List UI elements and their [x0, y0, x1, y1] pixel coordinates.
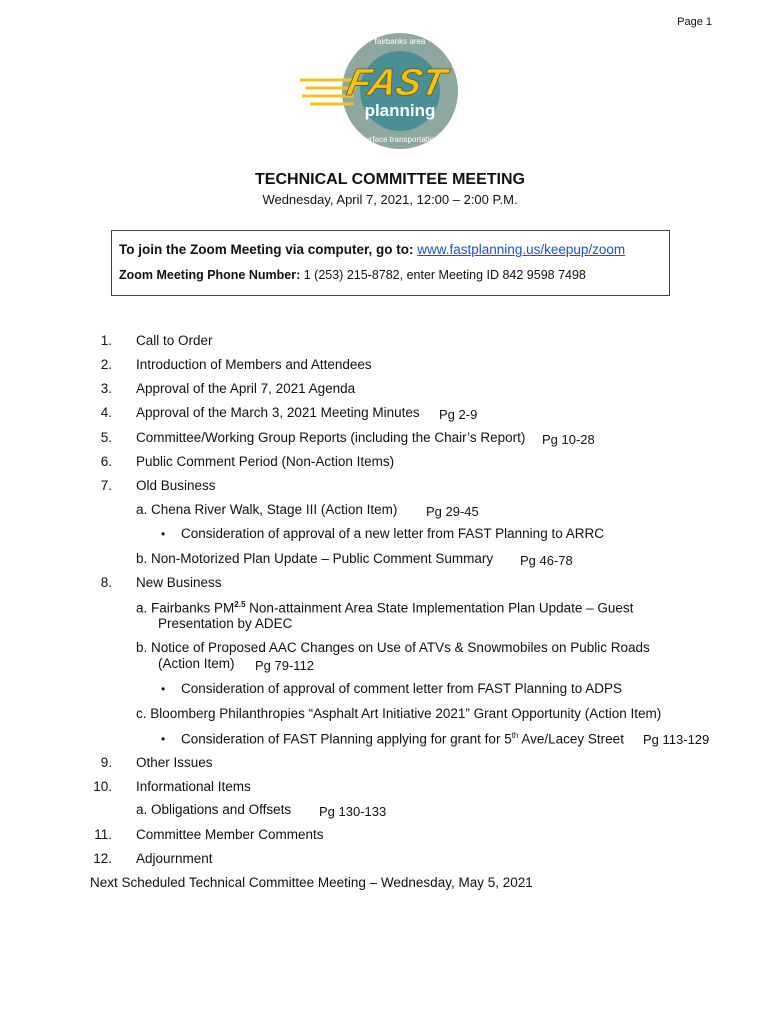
item-number: 12. [93, 851, 112, 866]
agenda-item: Committee Member Comments [136, 827, 324, 842]
item-number: 2. [100, 357, 112, 372]
item-number: 6. [100, 454, 112, 469]
agenda-item: Other Issues [136, 755, 213, 770]
item-number: 5. [100, 430, 112, 445]
meeting-date: Wednesday, April 7, 2021, 12:00 – 2:00 P.M. [262, 192, 518, 207]
zoom-phone-text: 1 (253) 215-8782, enter Meeting ID 842 9598 7498 [303, 268, 586, 282]
item-number: 7. [100, 478, 112, 493]
bullet-dot: • [161, 732, 166, 746]
agenda-item: Adjournment [136, 851, 213, 866]
item-number: 8. [100, 575, 112, 590]
page-ref: Pg 2-9 [439, 407, 478, 422]
agenda-item: Informational Items [136, 779, 251, 794]
page-ref: Pg 46-78 [520, 553, 573, 568]
bullet-prefix: Consideration of FAST Planning applying for grant for 5 [181, 731, 512, 747]
zoom-info-box [111, 230, 670, 296]
bullet-dot: • [161, 527, 166, 541]
sub-item: b. Non-Motorized Plan Update – Public Comment Summary [136, 551, 494, 566]
pm-superscript: 2.5 [234, 600, 246, 609]
logo-ring-bottom: surface transportation [361, 135, 439, 144]
zoom-computer-prefix: To join the Zoom Meeting via computer, go to: [119, 242, 414, 257]
zoom-link[interactable]: www.fastplanning.us/keepup/zoom [417, 242, 626, 257]
page-ref: Pg 130-133 [319, 804, 387, 819]
sub-item [136, 600, 633, 616]
item-number: 10. [93, 779, 112, 794]
sub-item: a. Obligations and Offsets [136, 802, 292, 817]
item-number: 3. [100, 381, 112, 396]
agenda-item: Public Comment Period (Non-Action Items) [136, 454, 395, 469]
logo-subword: planning [364, 101, 436, 120]
page-ref: Pg 113-129 [643, 732, 710, 747]
bullet-item: Consideration of approval of comment letter from FAST Planning to ADPS [181, 681, 622, 696]
sub-item-suffix: Non-attainment Area State Implementation Plan Update – Guest [245, 600, 634, 616]
sub-item: c. Bloomberg Philanthropies “Asphalt Art Initiative 2021” Grant Opportunity (Action Item) [136, 706, 662, 721]
bullet-suffix: Ave/Lacey Street [518, 731, 624, 747]
page-number: Page 1 [677, 16, 712, 28]
item-number: 4. [100, 405, 112, 420]
next-meeting-note: Next Scheduled Technical Committee Meeting – Wednesday, May 5, 2021 [90, 875, 533, 890]
zoom-phone-label: Zoom Meeting Phone Number: [119, 268, 301, 282]
agenda-item: Old Business [136, 478, 216, 493]
page-ref: Pg 10-28 [542, 432, 595, 447]
bullet-item: Consideration of approval of a new letter from FAST Planning to ARRC [181, 526, 604, 541]
fast-planning-logo [296, 28, 476, 158]
zoom-phone-line [119, 268, 586, 282]
item-number: 1. [100, 333, 112, 348]
agenda-item: Committee/Working Group Reports (including the Chair’s Report) [136, 430, 526, 445]
sub-item-prefix: a. Fairbanks PM [136, 600, 235, 616]
meeting-title: TECHNICAL COMMITTEE MEETING [255, 171, 525, 188]
agenda-item: New Business [136, 575, 222, 590]
bullet-item [181, 731, 624, 747]
agenda-item: Approval of the April 7, 2021 Agenda [136, 381, 356, 396]
agenda-item: Approval of the March 3, 2021 Meeting Minutes [136, 405, 420, 420]
th-superscript: th [511, 731, 519, 740]
agenda-item: Introduction of Members and Attendees [136, 357, 372, 372]
sub-item: a. Chena River Walk, Stage III (Action Item) [136, 502, 398, 517]
page-ref: Pg 29-45 [426, 504, 479, 519]
item-number: 9. [100, 755, 112, 770]
logo-ring-top: fairbanks area [374, 37, 426, 46]
logo-wordmark: FAST [343, 61, 450, 104]
sub-item-continued: (Action Item) [158, 656, 235, 671]
sub-item: b. Notice of Proposed AAC Changes on Use of ATVs & Snowmobiles on Public Roads [136, 640, 650, 655]
agenda-item: Call to Order [136, 333, 213, 348]
page-ref: Pg 79-112 [255, 658, 315, 673]
zoom-computer-line [119, 242, 625, 257]
sub-item-continued: Presentation by ADEC [158, 616, 293, 631]
bullet-dot: • [161, 682, 166, 696]
item-number: 11. [94, 827, 112, 842]
